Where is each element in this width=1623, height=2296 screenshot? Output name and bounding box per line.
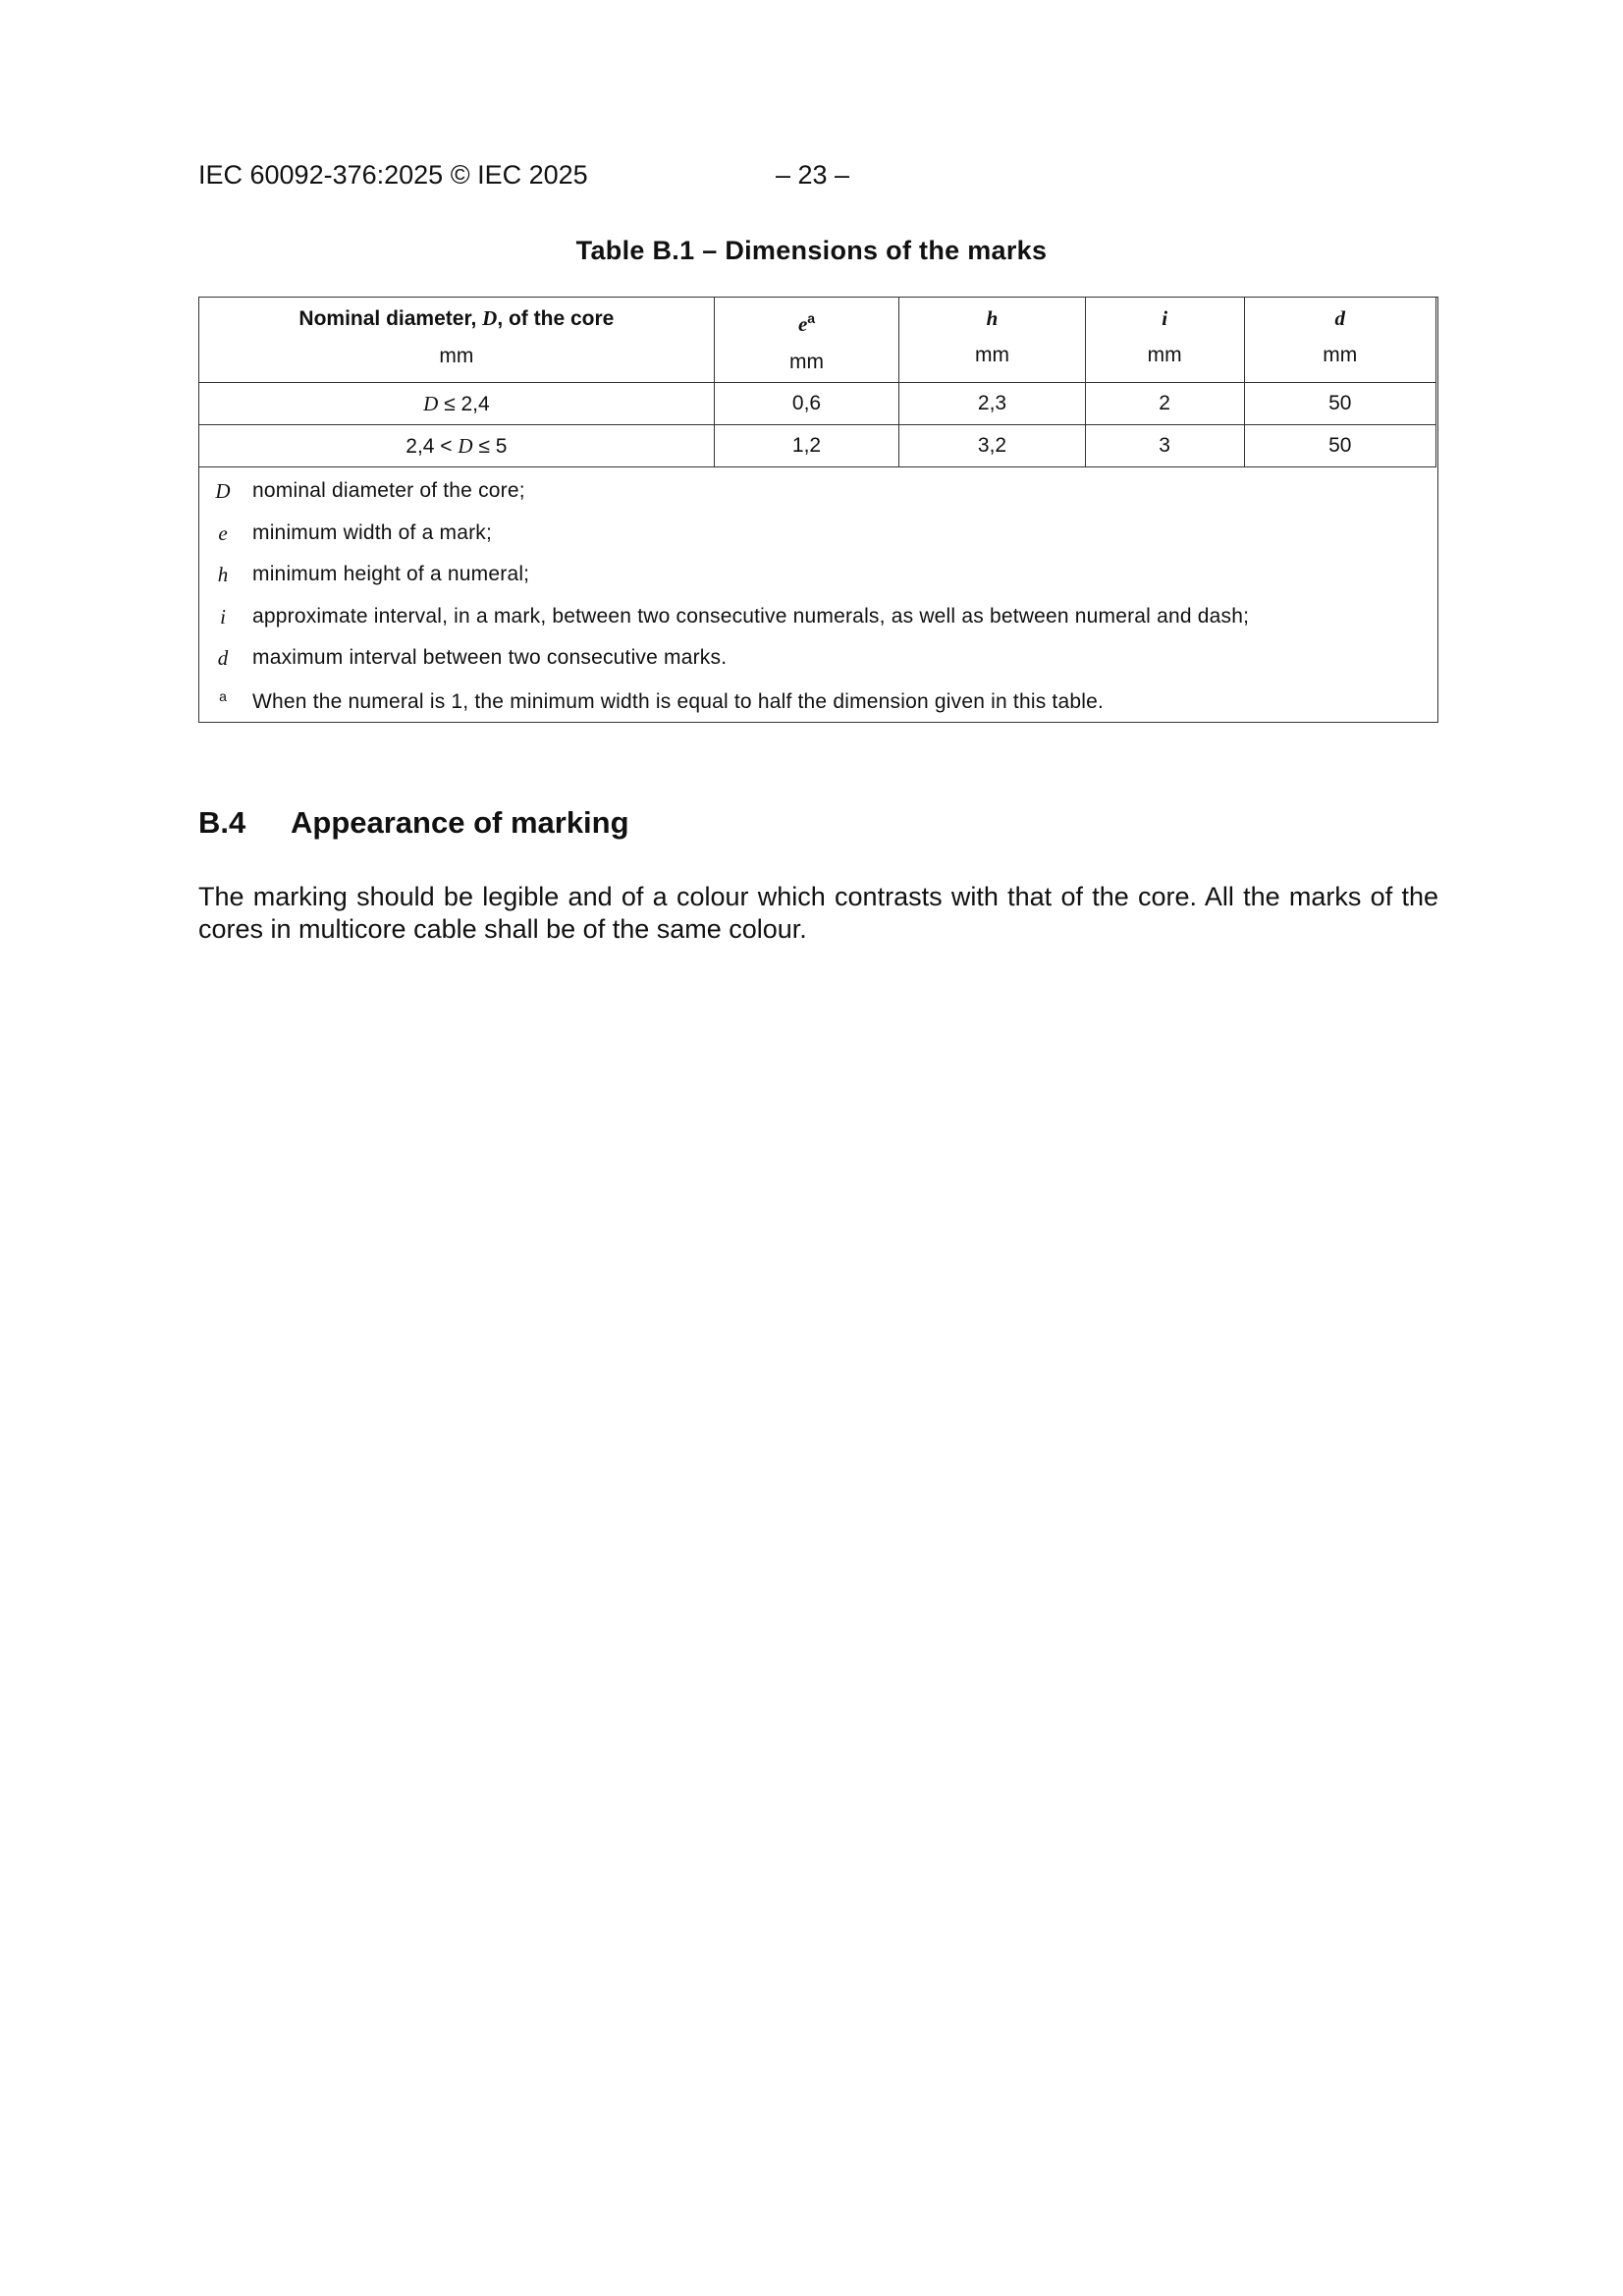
column-symbol: d xyxy=(1334,306,1345,330)
dimensions-table-frame xyxy=(198,297,1438,723)
column-header-e xyxy=(714,298,899,383)
column-unit: mm xyxy=(1147,344,1182,366)
column-unit: mm xyxy=(789,351,825,373)
legend-text: nominal diameter of the core; xyxy=(252,479,525,502)
column-label: Nominal diameter, D, of the core xyxy=(298,306,615,330)
column-unit: mm xyxy=(975,344,1009,366)
document-identifier: IEC 60092-376:2025 © IEC 2025 xyxy=(198,160,588,190)
cell-i-value: 2 xyxy=(1085,383,1244,425)
column-unit: mm xyxy=(439,345,474,367)
table-header-row xyxy=(199,298,1436,383)
legend-text: minimum width of a mark; xyxy=(252,521,493,544)
column-unit: mm xyxy=(1323,344,1358,366)
legend-symbol: D xyxy=(215,479,231,503)
legend-text: approximate interval, in a mark, between two consecutive numerals, as well as between numeral and dash; xyxy=(252,605,1250,628)
cell-i-value: 3 xyxy=(1085,425,1244,467)
cell-h-value: 3,2 xyxy=(899,425,1085,467)
legend-symbol: e xyxy=(218,521,228,545)
column-header-h xyxy=(899,298,1085,383)
cell-h-value: 2,3 xyxy=(899,383,1085,425)
legend-text: maximum interval between two consecutive marks. xyxy=(252,646,728,669)
column-header-i xyxy=(1085,298,1244,383)
footnote-text: When the numeral is 1, the minimum width is equal to half the dimension given in this table. xyxy=(252,690,1105,713)
dimensions-table xyxy=(198,297,1436,467)
cell-e-value: 1,2 xyxy=(714,425,899,467)
legend-symbol: h xyxy=(217,563,229,586)
table-title: Table B.1 – Dimensions of the marks xyxy=(575,236,1048,265)
cell-d-value: 50 xyxy=(1244,425,1435,467)
column-header-nominal-diameter xyxy=(199,298,715,383)
cell-diameter-range: 2,4 < D ≤ 5 xyxy=(199,425,715,467)
column-header-d xyxy=(1244,298,1435,383)
column-symbol: $e^a$ xyxy=(797,310,816,336)
footnote-marker: a xyxy=(219,688,227,704)
column-symbol: i xyxy=(1162,306,1168,330)
legend-symbol: i xyxy=(220,605,226,629)
cell-diameter-range: D ≤ 2,4 xyxy=(199,383,715,425)
section-paragraph: The marking should be legible and of a colour which contrasts with that of the core. All the marks of the cores in multicore cable shall be of the same colour. xyxy=(198,882,1438,944)
cell-d-value: 50 xyxy=(1244,383,1435,425)
section-number: B.4 xyxy=(198,805,246,840)
legend-symbol: d xyxy=(217,646,229,670)
legend-text: minimum height of a numeral; xyxy=(252,563,530,585)
cell-e-value: 0,6 xyxy=(714,383,899,425)
table-row xyxy=(199,383,1436,425)
table-row xyxy=(199,425,1436,467)
page-number: – 23 – xyxy=(776,160,850,190)
column-symbol: h xyxy=(986,306,999,330)
section-title: Appearance of marking xyxy=(291,805,629,840)
